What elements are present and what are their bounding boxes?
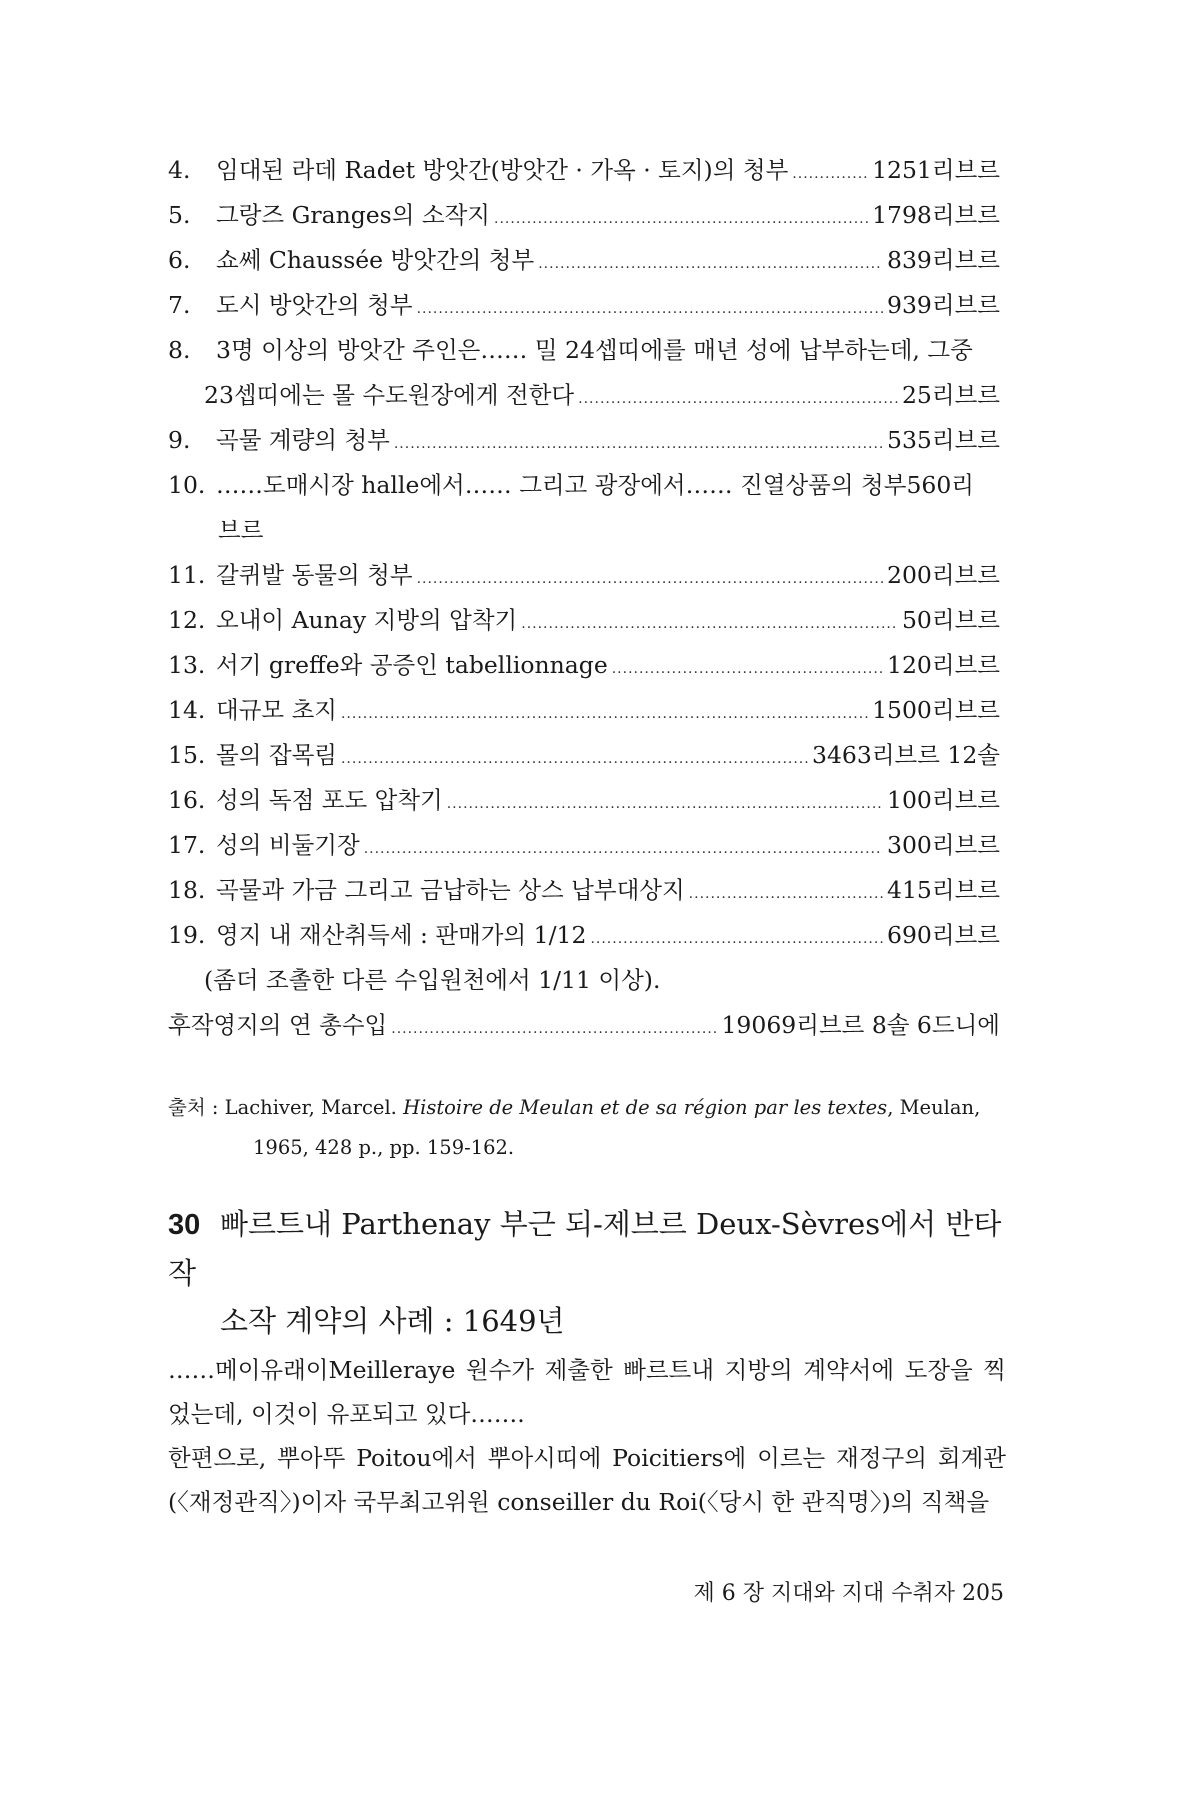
item-number: 14. <box>168 696 206 724</box>
revenue-list <box>168 148 1000 1048</box>
dot-leader <box>447 797 883 811</box>
dot-leader <box>417 302 883 316</box>
list-item <box>168 643 1000 688</box>
source-line-2: 1965, 428 p., pp. 159-162. <box>253 1136 515 1159</box>
item-label: 갈퀴발 동물의 청부 <box>216 561 413 589</box>
item-amount: 3463리브르 12솔 <box>812 741 1000 769</box>
list-item <box>168 238 1000 283</box>
item-amount: 535리브르 <box>887 426 1000 454</box>
dot-leader <box>341 707 868 721</box>
item-label: 성의 독점 포도 압착기 <box>216 786 443 814</box>
heading-text-2: 소작 계약의 사례 : 1649년 <box>220 1304 565 1338</box>
item-label: 임대된 라데 Radet 방앗간(방앗간 · 가옥 · 토지)의 청부 <box>216 156 789 184</box>
section-heading <box>168 1200 1028 1345</box>
list-item-continuation <box>168 958 1000 1003</box>
list-item <box>168 418 1000 463</box>
dot-leader <box>612 662 883 676</box>
item-number: 16. <box>168 786 206 814</box>
dot-leader <box>364 842 883 856</box>
item-number: 10. <box>168 471 206 499</box>
item-label: 성의 비둘기장 <box>216 831 360 859</box>
list-item-continuation <box>168 508 1000 553</box>
item-label: 도시 방앗간의 청부 <box>216 291 413 319</box>
item-amount: 50리브르 <box>901 606 1000 634</box>
source-title: Histoire de Meulan et de sa région par les textes <box>403 1096 888 1119</box>
dot-leader <box>341 752 808 766</box>
item-amount: 415리브르 <box>887 876 1000 904</box>
dot-leader <box>494 212 868 226</box>
item-amount: 200리브르 <box>887 561 1000 589</box>
item-label: 영지 내 재산취득세 : 판매가의 1/12 <box>216 921 587 949</box>
item-label: 오내이 Aunay 지방의 압착기 <box>216 606 518 634</box>
item-number: 17. <box>168 831 206 859</box>
item-number: 18. <box>168 876 206 904</box>
list-item <box>168 328 1000 373</box>
item-number: 9. <box>168 426 191 454</box>
source-prefix: 출처 : Lachiver, Marcel. <box>168 1096 404 1119</box>
heading-text-1: 빠르트내 Parthenay 부근 되-제브르 Deux-Sèvres에서 반타작 <box>168 1207 1002 1290</box>
list-item <box>168 778 1000 823</box>
item-number: 19. <box>168 921 206 949</box>
item-number: 12. <box>168 606 206 634</box>
dot-leader <box>417 572 883 586</box>
list-item <box>168 553 1000 598</box>
item-label: 대규모 초지 <box>216 696 337 724</box>
item-number: 8. <box>168 336 191 364</box>
list-item <box>168 283 1000 328</box>
source-line-1 <box>168 1088 1018 1128</box>
dot-leader <box>538 257 883 271</box>
item-amount: 839리브르 <box>887 246 1000 274</box>
item-number: 7. <box>168 291 191 319</box>
item-number: 11. <box>168 561 206 589</box>
source-citation <box>168 1088 1018 1168</box>
item-label: 곡물 계량의 청부 <box>216 426 390 454</box>
dot-leader <box>590 932 883 946</box>
item-amount: 100리브르 <box>887 786 1000 814</box>
item-label: 서기 greffe와 공증인 tabellionnage <box>216 651 608 679</box>
item-continuation: 브르 <box>218 516 264 544</box>
item-label: 곡물과 가금 그리고 금납하는 상스 납부대상지 <box>216 876 685 904</box>
item-number: 13. <box>168 651 206 679</box>
item-label: 그랑즈 Granges의 소작지 <box>216 201 491 229</box>
source-suffix: , Meulan, <box>887 1096 981 1119</box>
list-item <box>168 688 1000 733</box>
item-number: 15. <box>168 741 206 769</box>
item-amount: 120리브르 <box>887 651 1000 679</box>
item-label: 쇼쎄 Chaussée 방앗간의 청부 <box>216 246 535 274</box>
section-number: 30 <box>168 1209 201 1241</box>
total-amount: 19069리브르 8솔 6드니에 <box>721 1011 1000 1039</box>
item-amount: 1500리브르 <box>872 696 1000 724</box>
paragraph: 한편으로, 뿌아뚜 Poitou에서 뿌아시띠에 Poicitiers에 이르는 재정구의 회계관 (〈재정관직〉)이자 국무최고위원 conseiller du Roi(〈당시 한 관직명〉)의 직책을 <box>168 1444 1006 1516</box>
list-item <box>168 193 1000 238</box>
item-number: 5. <box>168 201 191 229</box>
page-footer: 제 6 장 지대와 지대 수취자 205 <box>693 1581 1004 1606</box>
item-number: 4. <box>168 156 191 184</box>
item-amount: 1798리브르 <box>872 201 1000 229</box>
dot-leader <box>689 887 883 901</box>
list-item <box>168 913 1000 958</box>
item-amount: 1251리브르 <box>872 156 1000 184</box>
list-item <box>168 463 1000 508</box>
body-text <box>168 1348 1006 1524</box>
item-label: 몰의 잡목림 <box>216 741 337 769</box>
item-amount: 939리브르 <box>887 291 1000 319</box>
dot-leader <box>394 437 883 451</box>
list-item-continuation <box>168 373 1000 418</box>
total-row <box>168 1003 1000 1048</box>
dot-leader <box>521 617 898 631</box>
total-label: 후작영지의 연 총수입 <box>168 1011 388 1039</box>
list-item <box>168 733 1000 778</box>
item-number: 6. <box>168 246 191 274</box>
dot-leader <box>391 1022 717 1036</box>
list-item <box>168 598 1000 643</box>
item-amount: 25리브르 <box>901 381 1000 409</box>
item-label: 3명 이상의 방앗간 주인은…… 밀 24셉띠에를 매년 성에 납부하는데, 그중 <box>216 336 973 364</box>
list-item <box>168 868 1000 913</box>
dot-leader <box>578 392 898 406</box>
item-amount: 690리브르 <box>887 921 1000 949</box>
list-item <box>168 823 1000 868</box>
heading-line-1 <box>168 1200 1028 1297</box>
dot-leader <box>792 167 868 181</box>
item-label: ……도매시장 halle에서…… 그리고 광장에서…… 진열상품의 청부560리 <box>216 471 975 499</box>
item-continuation: 23셉띠에는 몰 수도원장에게 전한다 <box>204 381 575 409</box>
list-item <box>168 148 1000 193</box>
item-amount: 300리브르 <box>887 831 1000 859</box>
item-continuation: (좀더 조촐한 다른 수입원천에서 1/11 이상). <box>204 966 661 994</box>
paragraph: ……메이유래이Meilleraye 원수가 제출한 빠르트내 지방의 계약서에 도장을 찍었는데, 이것이 유포되고 있다……. <box>168 1356 1006 1428</box>
